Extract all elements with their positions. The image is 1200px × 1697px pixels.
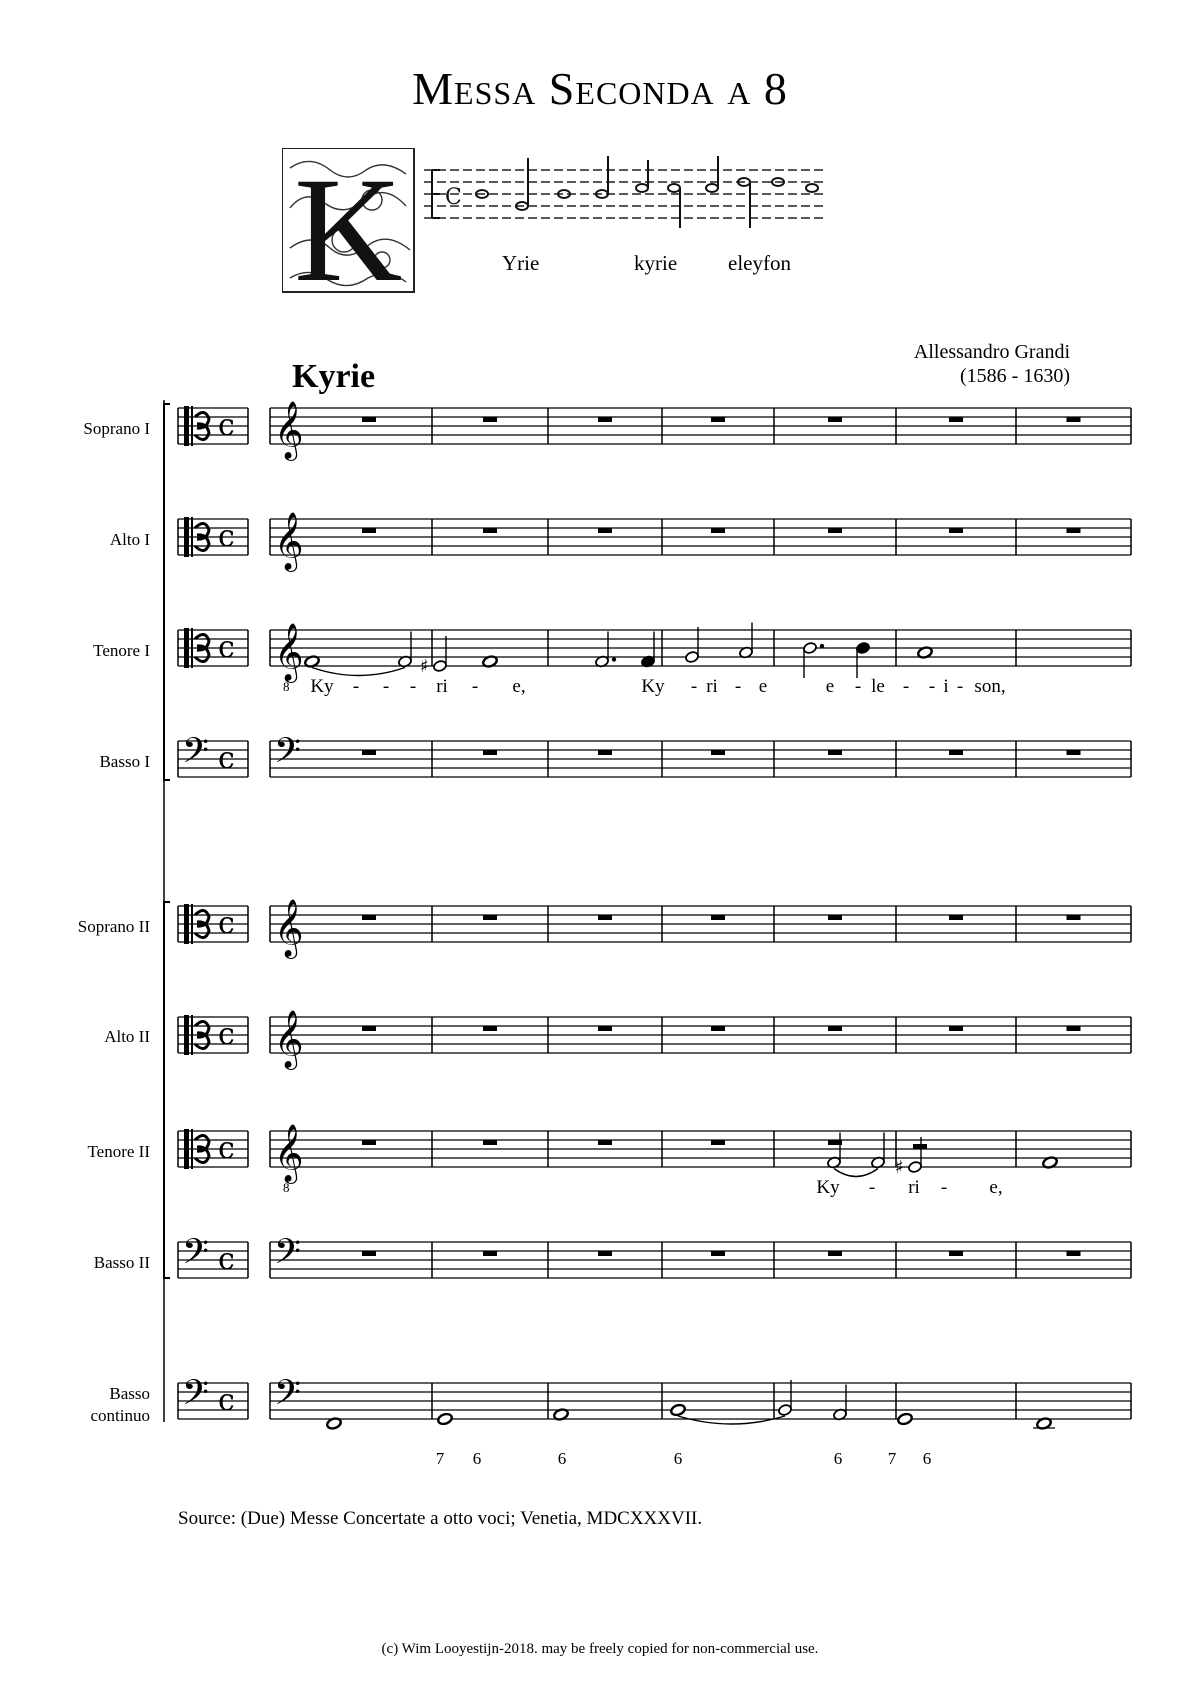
time-signature-c-icon: c xyxy=(218,906,235,941)
whole-rest xyxy=(598,1026,612,1031)
figured-bass-figure: 6 xyxy=(557,1449,567,1468)
whole-rest xyxy=(362,915,376,920)
lyric-syllable: - xyxy=(471,676,479,697)
lyric-syllable: i xyxy=(943,676,949,697)
half-note xyxy=(595,632,617,668)
whole-rest xyxy=(711,1026,725,1031)
quarter-note xyxy=(856,642,871,678)
whole-rest xyxy=(711,1140,725,1145)
half-note xyxy=(827,1133,842,1169)
whole-rest xyxy=(828,528,842,533)
tie xyxy=(834,1169,878,1177)
c-clef-bar xyxy=(191,904,193,944)
whole-rest xyxy=(362,1140,376,1145)
voice-label-soprano-i: Soprano I xyxy=(83,419,150,438)
g-clef-icon: 𝄞 xyxy=(274,898,304,957)
voice-label-alto-i: Alto I xyxy=(109,530,150,549)
composer-name: Allessandro Grandi xyxy=(913,341,1070,363)
figured-bass-figure: 6 xyxy=(673,1449,683,1468)
whole-rest xyxy=(1067,528,1081,533)
whole-rest xyxy=(598,1140,612,1145)
bracket-choir-i xyxy=(164,404,170,780)
whole-rest xyxy=(1067,915,1081,920)
whole-rest xyxy=(362,1026,376,1031)
notehead xyxy=(908,1161,923,1174)
whole-rest xyxy=(828,1251,842,1256)
voice-label-soprano-ii: Soprano II xyxy=(77,917,150,936)
lyric-syllable: son, xyxy=(974,676,1006,697)
notehead xyxy=(778,1404,793,1417)
composer-dates: (1586 - 1630) xyxy=(960,365,1070,387)
lyric-syllable: e, xyxy=(512,676,526,697)
time-signature-c-icon: c xyxy=(218,630,235,665)
f-clef-icon: 𝄢 xyxy=(274,729,302,779)
whole-rest xyxy=(483,750,497,755)
lyric-syllable: e xyxy=(758,676,768,697)
whole-rest xyxy=(598,417,612,422)
staff xyxy=(178,401,1131,462)
notehead xyxy=(897,1412,913,1425)
half-note xyxy=(739,623,754,659)
staff xyxy=(178,899,1131,960)
g-clef-icon: 𝄞 xyxy=(274,511,304,570)
half-note xyxy=(803,642,825,678)
staff xyxy=(178,512,1131,573)
figured-bass-figure: 7 xyxy=(887,1449,897,1468)
woodcut-initial-letter: K xyxy=(294,148,403,298)
whole-rest xyxy=(828,1026,842,1031)
incipit-word-1: Yrie xyxy=(502,251,540,275)
copyright-footer: (c) Wim Looyestijn-2018. may be freely copied for non-commercial use. xyxy=(381,1641,819,1657)
half-note xyxy=(685,627,700,663)
whole-rest xyxy=(598,750,612,755)
notehead xyxy=(856,642,871,655)
f-clef-icon: 𝄢 xyxy=(274,1371,302,1421)
whole-rest xyxy=(598,1251,612,1256)
lyric-syllable: e, xyxy=(989,1177,1003,1198)
bracket-choir-ii xyxy=(164,902,170,1278)
whole-rest xyxy=(711,1251,725,1256)
lyric-syllable: - xyxy=(690,676,698,697)
svg-text:C: C xyxy=(445,185,462,210)
time-signature-c-icon: c xyxy=(218,1017,235,1052)
tie xyxy=(312,668,405,676)
c-clef-bar xyxy=(184,1129,189,1169)
time-signature-c-icon: c xyxy=(218,408,235,443)
whole-rest xyxy=(362,528,376,533)
half-note xyxy=(778,1380,793,1416)
whole-rest xyxy=(711,750,725,755)
notehead xyxy=(803,642,818,655)
octave-eight-icon: 8 xyxy=(283,679,290,695)
whole-rest xyxy=(711,417,725,422)
whole-rest xyxy=(1067,750,1081,755)
whole-rest xyxy=(598,528,612,533)
voice-label-basso-ii: Basso II xyxy=(93,1253,150,1272)
sharp-icon: ♯ xyxy=(420,656,429,677)
lyric-syllable: ri xyxy=(436,676,448,697)
figured-bass-figure: 7 xyxy=(435,1449,445,1468)
g-clef-icon: 𝄞 xyxy=(274,622,304,681)
staff xyxy=(178,1372,1131,1421)
octave-eight-icon: 8 xyxy=(283,1180,290,1196)
continuo-label-line-2: continuo xyxy=(90,1406,150,1425)
voice-label-basso-i: Basso I xyxy=(99,752,150,771)
lyric-syllable: - xyxy=(382,676,390,697)
voice-label-tenore-ii: Tenore II xyxy=(87,1142,150,1161)
lyric-syllable: - xyxy=(352,676,360,697)
whole-rest xyxy=(711,528,725,533)
source-note: Source: (Due) Messe Concertate a otto voci; Venetia, MDCXXXVII. xyxy=(178,1508,703,1529)
lyric-syllable: e xyxy=(825,676,835,697)
c-clef-bar xyxy=(191,517,193,557)
notehead xyxy=(437,1412,453,1425)
c-clef-bar xyxy=(184,1015,189,1055)
time-signature-c-icon: c xyxy=(218,741,235,776)
whole-rest xyxy=(483,1251,497,1256)
whole-rest xyxy=(1067,417,1081,422)
whole-rest xyxy=(483,417,497,422)
staff xyxy=(178,1231,1131,1280)
lyric-syllable: le xyxy=(871,676,885,697)
f-clef-icon: 𝄢 xyxy=(182,1230,210,1280)
staff xyxy=(178,730,1131,779)
whole-note xyxy=(670,1403,686,1416)
staff xyxy=(178,1124,1131,1196)
whole-rest xyxy=(483,1140,497,1145)
lyric-syllable: - xyxy=(409,676,417,697)
half-rest xyxy=(913,1144,927,1149)
whole-note xyxy=(437,1412,453,1425)
lyric-syllable: Ky xyxy=(641,676,665,697)
half-note xyxy=(833,1385,848,1421)
figured-bass-figure: 6 xyxy=(922,1449,932,1468)
f-clef-icon: 𝄢 xyxy=(182,729,210,779)
time-signature-c-icon: c xyxy=(218,519,235,554)
whole-rest xyxy=(949,417,963,422)
incipit-word-3: eleyfon xyxy=(728,251,791,275)
lyric-syllable: - xyxy=(902,676,910,697)
section-title: Kyrie xyxy=(292,358,376,395)
whole-rest xyxy=(1067,1026,1081,1031)
whole-rest xyxy=(598,915,612,920)
whole-rest xyxy=(711,915,725,920)
c-clef-bar xyxy=(184,628,189,668)
voice-label-alto-ii: Alto II xyxy=(104,1027,150,1046)
f-clef-icon: 𝄢 xyxy=(182,1371,210,1421)
time-signature-c-icon: c xyxy=(218,1242,235,1277)
lyric-syllable: - xyxy=(854,676,862,697)
whole-rest xyxy=(362,1251,376,1256)
incipit-word-2: kyrie xyxy=(634,251,678,275)
g-clef-icon: 𝄞 xyxy=(274,400,304,459)
figured-bass-figure: 6 xyxy=(472,1449,482,1468)
lyric-syllable: - xyxy=(928,676,936,697)
half-note xyxy=(871,1133,886,1169)
voice-label-tenore-i: Tenore I xyxy=(93,641,150,660)
augmentation-dot xyxy=(820,644,824,648)
whole-rest xyxy=(949,528,963,533)
c-clef-bar xyxy=(191,1129,193,1169)
c-clef-bar xyxy=(191,1015,193,1055)
lyric-syllable: - xyxy=(868,1177,876,1198)
whole-rest xyxy=(1067,1251,1081,1256)
sharp-icon: ♯ xyxy=(895,1157,904,1178)
notehead xyxy=(433,660,448,673)
whole-rest xyxy=(949,1026,963,1031)
augmentation-dot xyxy=(612,657,616,661)
whole-rest xyxy=(828,750,842,755)
figured-bass-figure: 6 xyxy=(833,1449,843,1468)
lyric-syllable: ri xyxy=(908,1177,920,1198)
half-note xyxy=(398,632,413,668)
notehead xyxy=(670,1403,686,1416)
whole-note xyxy=(897,1412,913,1425)
lyric-syllable: Ky xyxy=(816,1177,840,1198)
whole-rest xyxy=(949,915,963,920)
whole-rest xyxy=(828,417,842,422)
f-clef-icon: 𝄢 xyxy=(274,1230,302,1280)
quarter-note xyxy=(641,632,656,668)
whole-rest xyxy=(483,1026,497,1031)
lyric-syllable: - xyxy=(940,1177,948,1198)
whole-rest xyxy=(949,1251,963,1256)
lyric-syllable: - xyxy=(956,676,964,697)
c-clef-bar xyxy=(191,406,193,446)
c-clef-bar xyxy=(184,406,189,446)
c-clef-bar xyxy=(184,904,189,944)
g-clef-icon: 𝄞 xyxy=(274,1009,304,1068)
whole-rest xyxy=(362,750,376,755)
time-signature-c-icon: c xyxy=(218,1383,235,1418)
whole-rest xyxy=(483,915,497,920)
g-clef-icon: 𝄞 xyxy=(274,1123,304,1182)
lyric-syllable: ri xyxy=(706,676,718,697)
whole-rest xyxy=(949,750,963,755)
c-clef-bar xyxy=(184,517,189,557)
c-clef-bar xyxy=(191,628,193,668)
lyric-syllable: - xyxy=(734,676,742,697)
tie xyxy=(678,1416,785,1424)
continuo-label-line-1: Basso xyxy=(109,1384,150,1403)
whole-rest xyxy=(362,417,376,422)
title-text: Messa Seconda a 8 xyxy=(412,63,788,114)
notehead xyxy=(685,651,700,664)
staff xyxy=(178,1010,1131,1071)
time-signature-c-icon: c xyxy=(218,1131,235,1166)
lyric-syllable: Ky xyxy=(310,676,334,697)
whole-rest xyxy=(483,528,497,533)
whole-rest xyxy=(828,915,842,920)
